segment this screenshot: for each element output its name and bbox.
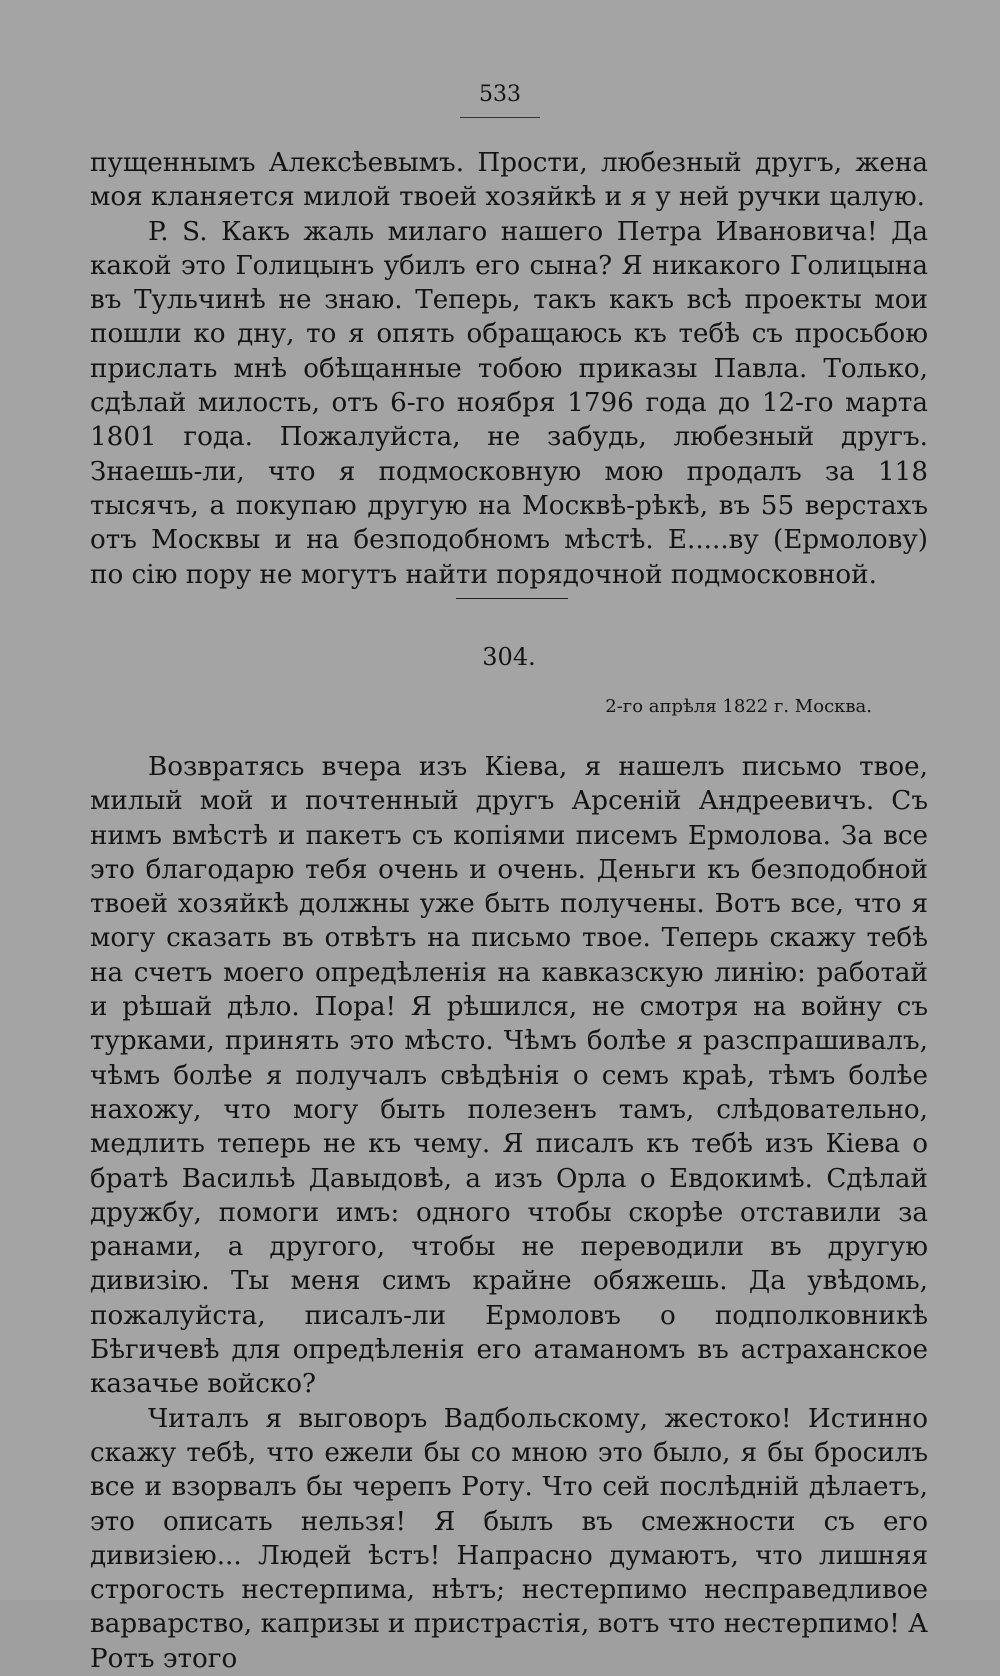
letter-dateline: 2-го апрѣля 1822 г. Москва. — [605, 696, 872, 717]
letter-separator-rule — [456, 598, 568, 599]
paragraph-closing: пущеннымъ Алексѣевымъ. Прости, любезный другъ, жена моя кланяется милой твоей хозяйкѣ и я у ней ручки цалую. — [90, 148, 928, 213]
paragraph-postscript: P. S. Какъ жаль милаго нашего Петра Ивановича! Да какой это Голицынъ убилъ его сына? Я никакого Голицына въ Тульчинѣ не знаю. Теперь, такъ какъ всѣ проекты мои пошли ко дну, то я опять обращаюсь къ тебѣ съ просьбою прислать мнѣ обѣщанные тобою приказы Павла. Только, сдѣлай милость, отъ 6-го ноября 1796 года до 12-го марта 1801 года. Пожалуйста, не забудь, любезный другъ. Знаешь-ли, что я подмосковную мою продалъ за 118 тысячъ, а покупаю другую на Москвѣ-рѣкѣ, въ 55 верстахъ отъ Москвы и на безподобномъ мѣстѣ. Е.....ву (Ермолову) по сію пору не могутъ найти порядочной подмосковной. — [90, 216, 928, 590]
header-rule — [460, 117, 540, 118]
paragraph-body-2: Читалъ я выговоръ Вадбольскому, жестоко! Истинно скажу тебѣ, что ежели бы со мною это было, я бы бросилъ все и взорвалъ бы черепъ Роту. Что сей послѣдній дѣлаетъ, это описать нельзя! Я былъ въ смежности съ его дивизіею... Людей ѣстъ! Напрасно думаютъ, что лишняя строгость нестерпима, нѣтъ; нестерпимо несправедливое варварство, капризы и пристрастія, вотъ что нестерпимо! А Ротъ этого — [90, 1403, 928, 1674]
paragraph-body-1: Возвратясь вчера изъ Кіева, я нашелъ письмо твое, милый мой и почтенный другъ Арсеній Андреевичъ. Съ нимъ вмѣстѣ и пакетъ съ копіями писемъ Ермолова. За все это благодарю тебя очень и очень. Деньги къ безподобной твоей хозяйкѣ должны уже быть получены. Вотъ все, что я могу сказать въ отвѣтъ на письмо твое. Теперь скажу тебѣ на счетъ моего опредѣленія на кавказскую линію: работай и рѣшай дѣло. Пора! Я рѣшился, не смотря на войну съ турками, принять это мѣсто. Чѣмъ болѣе я разспрашивалъ, чѣмъ болѣе я получалъ свѣдѣнія о семъ краѣ, тѣмъ болѣе нахожу, что могу быть полезенъ тамъ, слѣдовательно, медлить теперь не къ чему. Я писалъ къ тебѣ изъ Кіева о братѣ Васильѣ Давыдовѣ, а изъ Орла о Евдокимѣ. Сдѣлай дружбу, помоги имъ: одного чтобы скорѣе отставили за ранами, а другого, чтобы не переводили въ другую дивизію. Ты меня симъ крайне обяжешь. Да увѣдомь, пожалуйста, писалъ-ли Ермоловъ о подполковникѣ Бѣгичевѣ для опредѣленія его атаманомъ въ астраханское казачье войско? — [90, 752, 928, 1400]
letter-body — [90, 750, 928, 1676]
letter-continuation — [90, 146, 928, 592]
letter-number: 304. — [482, 643, 536, 671]
page-number: 533 — [479, 82, 521, 107]
